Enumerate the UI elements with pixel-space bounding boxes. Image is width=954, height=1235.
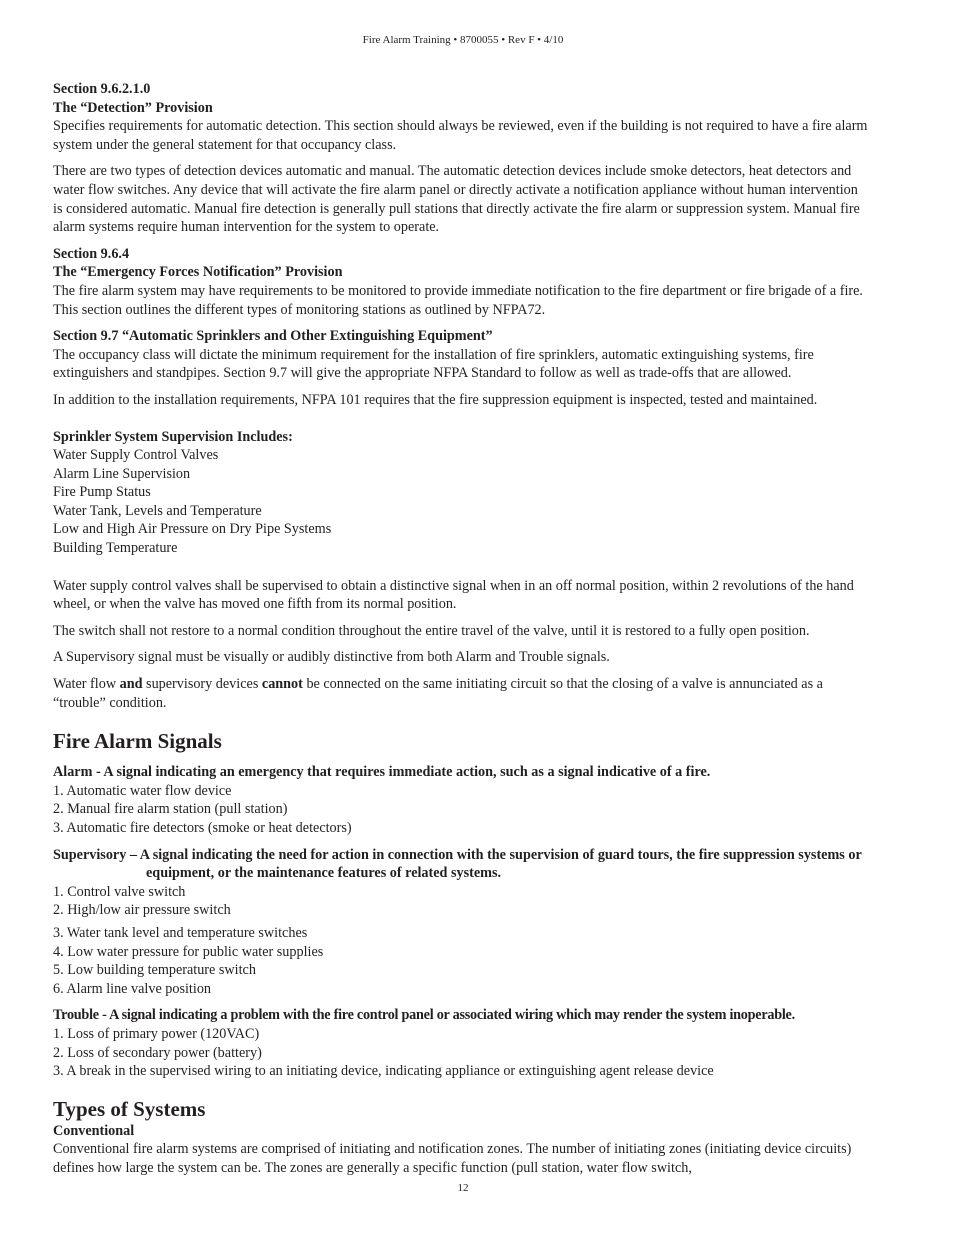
supervisory-heading: Supervisory – A signal indicating the need for action in connection with the supervision of guard tours, the fire suppression systems or equipment, or the maintenance features of related systems. (53, 846, 862, 882)
list-item: 3. A break in the supervised wiring to an initiating device, indicating appliance or extinguishing agent release device (53, 1063, 714, 1080)
list-item: 3. Water tank level and temperature switches (53, 924, 308, 941)
list-item: 2. Loss of secondary power (battery) (53, 1044, 262, 1061)
list-item: 2. Manual fire alarm station (pull station) (53, 801, 288, 818)
text-run: supervisory devices (142, 676, 262, 693)
page-header: Fire Alarm Training • 8700055 • Rev F • 4/10 (362, 34, 564, 46)
list-item: 1. Automatic water flow device (53, 782, 232, 799)
supervision-paragraph-2: The switch shall not restore to a normal condition throughout the entire travel of the valve, until it is restored to a fully open position. (53, 622, 810, 639)
conventional-paragraph: Conventional fire alarm systems are comprised of initiating and notification zones. The number of initiating zones (initiating device circuits) defines how large the system can be. The zones are generally a specific function (pull station, water flow switch, (53, 1141, 852, 1176)
text-run: be connected on the same initiating circuit so that the closing of a valve is annunciated as a “trouble” condition. (53, 676, 823, 711)
sprinklers-paragraph-2: In addition to the installation requirements, NFPA 101 requires that the fire suppression equipment is inspected, tested and maintained. (53, 391, 818, 408)
bold-and: and (119, 676, 143, 693)
section-9-6-4-title: Section 9.6.4 (53, 245, 130, 262)
supervision-heading: Sprinkler System Supervision Includes: (53, 428, 293, 445)
conventional-heading: Conventional (53, 1122, 135, 1139)
types-of-systems-heading: Types of Systems (53, 1096, 206, 1121)
sprinklers-paragraph-1: The occupancy class will dictate the minimum requirement for the installation of fire sprinklers, automatic extinguishing systems, fire extinguishers and standpipes. Section 9.7 will give the appropriate NFPA Standard to follow as well as trade-offs that are allowed. (53, 346, 814, 382)
detection-paragraph-1: Specifies requirements for automatic detection. This section should always be reviewed, even if the building is not required to have a fire alarm system under the general statement for that occupancy class. (53, 118, 868, 153)
section-9-7-title: Section 9.7 “Automatic Sprinklers and Other Extinguishing Equipment” (53, 328, 493, 345)
list-item: 1. Control valve switch (53, 883, 186, 900)
list-item: Building Temperature (53, 540, 178, 557)
list-item: Fire Pump Status (53, 484, 151, 501)
list-item: 5. Low building temperature switch (53, 962, 256, 979)
alarm-heading: Alarm - A signal indicating an emergency that requires immediate action, such as a signal indicative of a fire. (53, 764, 711, 781)
document-body (53, 80, 869, 1178)
bold-cannot: cannot (261, 676, 303, 693)
trouble-heading: Trouble - A signal indicating a problem with the fire control panel or associated wiring which may render the system inoperable. (53, 1007, 795, 1024)
emergency-forces-paragraph: The fire alarm system may have requirements to be monitored to provide immediate notification to the fire department or fire brigade of a fire. This section outlines the different types of monitoring stations as outlined by NFPA72. (53, 282, 863, 318)
list-item: 4. Low water pressure for public water supplies (53, 943, 324, 960)
supervision-paragraph-4 (53, 675, 869, 712)
text-run: Water flow (53, 676, 120, 693)
list-item: 3. Automatic fire detectors (smoke or heat detectors) (53, 820, 352, 836)
fire-alarm-signals-heading: Fire Alarm Signals (53, 729, 222, 754)
supervision-paragraph-3: A Supervisory signal must be visually or audibly distinctive from both Alarm and Trouble signals. (53, 649, 610, 666)
list-item: 1. Loss of primary power (120VAC) (53, 1025, 260, 1042)
list-item: Alarm Line Supervision (53, 465, 191, 482)
page-number: 12 (457, 1182, 469, 1194)
supervision-list (53, 446, 869, 558)
detection-provision-subtitle: The “Detection” Provision (53, 99, 213, 116)
trouble-list (53, 1025, 869, 1081)
list-item: Low and High Air Pressure on Dry Pipe Systems (53, 521, 332, 538)
list-item: 6. Alarm line valve position (53, 980, 212, 997)
list-item: Water Supply Control Valves (53, 447, 219, 464)
section-9-6-2-1-0-title: Section 9.6.2.1.0 (53, 81, 151, 97)
alarm-list (53, 782, 869, 838)
list-item: 2. High/low air pressure switch (53, 902, 231, 919)
supervisory-list (53, 883, 869, 999)
supervision-paragraph-1: Water supply control valves shall be supervised to obtain a distinctive signal when in an off normal position, within 2 revolutions of the hand wheel, or when the valve has moved one fifth from its normal position. (53, 577, 854, 613)
emergency-forces-subtitle: The “Emergency Forces Notification” Provision (53, 264, 343, 281)
detection-paragraph-2: There are two types of detection devices automatic and manual. The automatic detection devices include smoke detectors, heat detectors and water flow switches. Any device that will activate the fire alarm panel or directly activate a notification appliance without human intervention is considered automatic. Manual fire detection is generally pull stations that directly activate the fire alarm or suppression system. Manual fire alarm systems require human intervention for the system to operate. (53, 163, 860, 236)
list-item: Water Tank, Levels and Temperature (53, 502, 262, 519)
